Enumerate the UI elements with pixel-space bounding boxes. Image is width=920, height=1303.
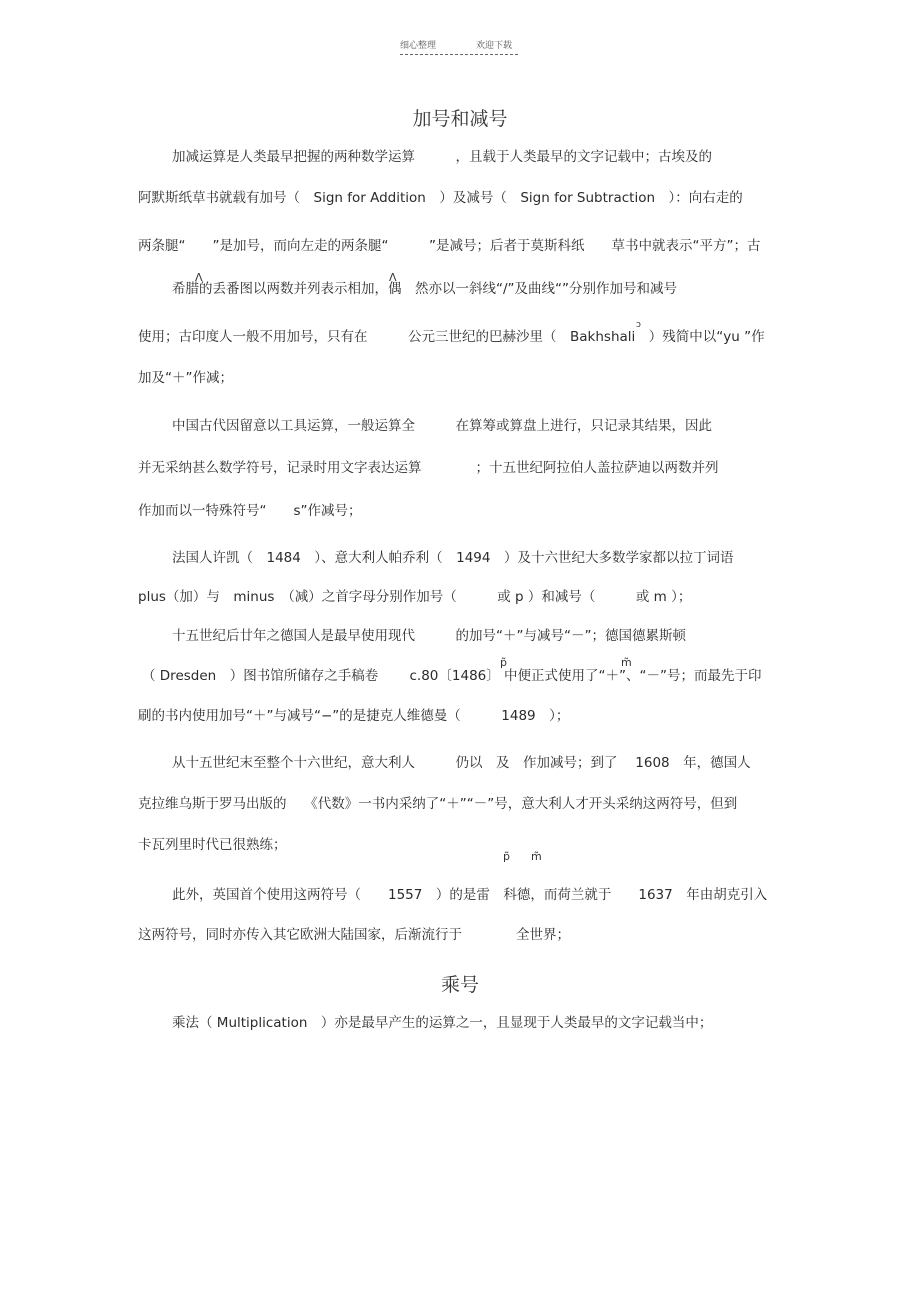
paragraph-line: 卡瓦列里时代已很熟练； [138,837,287,853]
header-dashed-rule [400,54,518,55]
paragraph-line: 法国人许凯（ 1484 ）、意大利人帕乔利（ 1494 ）及十六世纪大多数学家都以拉丁词语 [172,550,734,566]
paragraph-line: 从十五世纪末至整个十六世纪，意大利人 仍以 及 作加减号；到了 1608 年，德国人 [172,755,751,771]
paragraph-line: plus（加）与 minus （减）之首字母分别作加号（ 或 p ）和减号（ 或 m ）； [138,589,692,605]
paragraph-line: 这两符号，同时亦传入其它欧洲大陆国家，后渐流行于 全世界； [138,927,570,943]
p-tilde-mark: p̃ [503,850,510,863]
paragraph-line: 阿默斯纸草书就载有加号（ Sign for Addition ）及减号（ Sign for Subtraction ）：向右走的 [138,190,743,206]
paragraph-line: 克拉维乌斯于罗马出版的 《代数》一书内采纳了“＋”“－”号，意大利人才开头采纳这两符号，但到 [138,796,738,812]
section-title-plus-minus: 加号和减号 [412,108,508,130]
page-header [0,38,920,58]
paragraph-line: 希腊的丢番图以两数并列表示相加，偶 然亦以一斜线“/”及曲线“”分别作加号和减号 [172,281,678,297]
paragraph-line: 并无采纳甚么数学符号，记录时用文字表达运算 ；十五世纪阿拉伯人盖拉萨迪以两数并列 [138,460,719,476]
caret-mark: Λ [195,271,203,284]
paragraph-line: 加及“＋”作减； [138,370,233,386]
header-right-text: 欢迎下载 [476,41,513,51]
paragraph-line: 加减运算是人类最早把握的两种数学运算 ，且载于人类最早的文字记载中；古埃及的 [172,149,712,165]
paragraph-line: 作加而以一特殊符号“ s”作减号； [138,503,362,519]
paragraph-line: 十五世纪后廿年之德国人是最早使用现代 的加号“＋”与减号“－”；德国德累斯顿 [172,628,686,644]
p-tilde-mark: p̃ [500,656,507,669]
m-tilde-mark: m̃ [531,850,542,863]
paragraph-line: 使用；古印度人一般不用加号，只有在 公元三世纪的巴赫沙里（ Bakhshali ）残简中以“yu ”作 [138,329,765,345]
section-title-multiplication: 乘号 [440,974,479,996]
paragraph-line: 乘法（ Multiplication ）亦是最早产生的运算之一，且显现于人类最早的文字记载当中； [172,1015,713,1031]
paragraph-line: 刷的书内使用加号“＋”与减号“−”的是捷克人维德曼（ 1489 ）； [138,708,570,724]
caret-mark: Λ [389,271,397,284]
m-tilde-mark: m̃ [621,656,632,669]
paragraph-line: 此外，英国首个使用这两符号（ 1557 ）的是雷 科德，而荷兰就于 1637 年由胡克引入 [172,887,768,903]
paragraph-line: （ Dresden ）图书馆所储存之手稿卷 c.80〔1486〕 中便正式使用了“＋”、“－”号；而最先于印 [142,668,762,684]
header-left-text: 细心整理 [400,41,437,51]
paragraph-line: 两条腿“ ”是加号，而向左走的两条腿“ ”是减号；后者于莫斯科纸 草书中就表示“平方”；古 [138,238,761,254]
superscript-mark: ɔ [636,320,641,330]
paragraph-line: 中国古代因留意以工具运算，一般运算全 在算筹或算盘上进行，只记录其结果，因此 [172,418,712,434]
